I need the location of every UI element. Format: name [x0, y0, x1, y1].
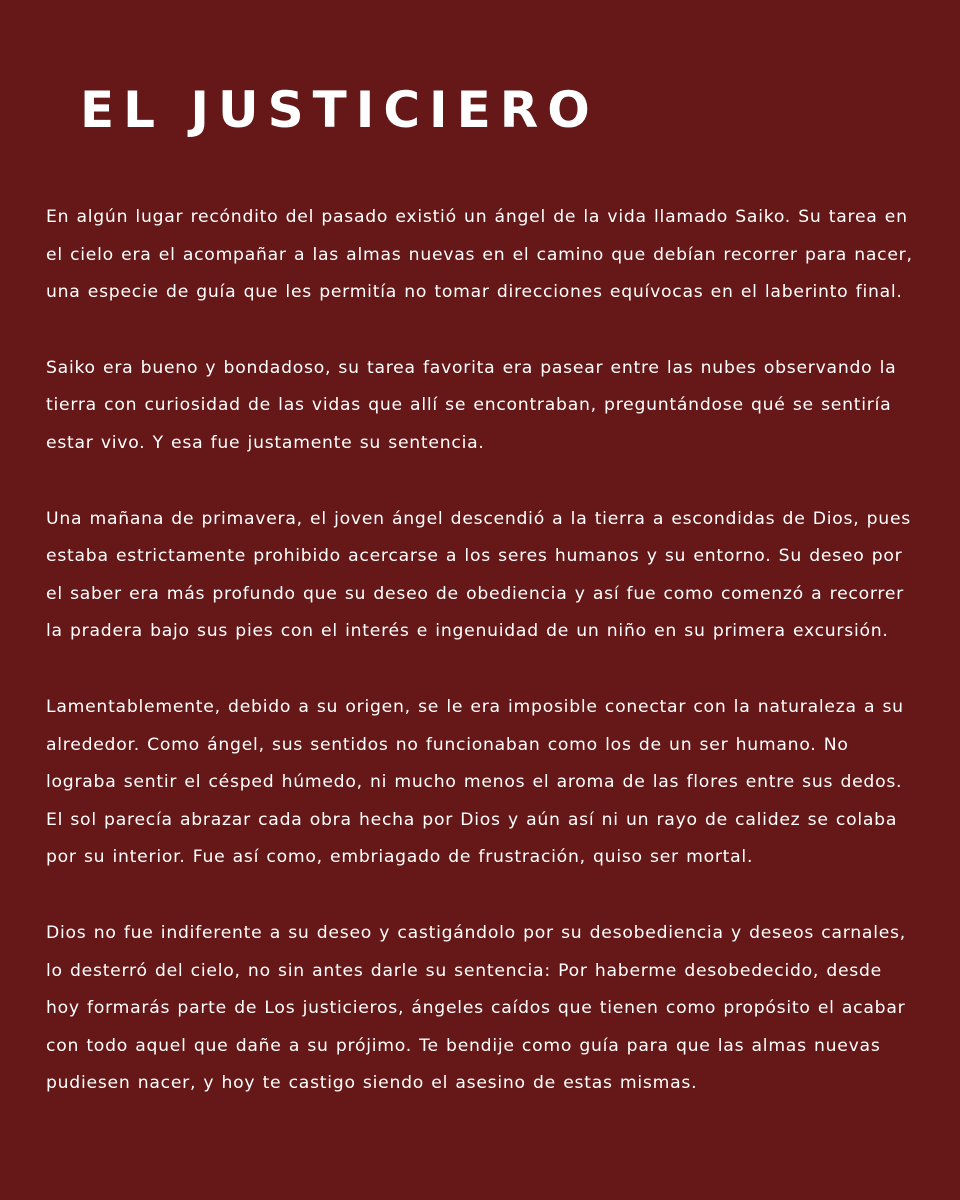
paragraph-line: lograba sentir el césped húmedo, ni mucho menos el aroma de las flores entre sus dedos. — [46, 772, 903, 793]
paragraph-line: el saber era más profundo que su deseo de obediencia y así fue como comenzó a recorrer — [46, 583, 904, 604]
story-paragraph — [46, 501, 916, 651]
story-body — [46, 199, 916, 1141]
paragraph-line: Una mañana de primavera, el joven ángel descendió a la tierra a escondidas de Dios, pues — [46, 508, 911, 529]
paragraph-line: una especie de guía que les permitía no tomar direcciones equívocas en el laberinto final. — [46, 282, 903, 303]
paragraph-line: El sol parecía abrazar cada obra hecha por Dios y aún así ni un rayo de calidez se colaba — [46, 809, 898, 830]
paragraph-line: En algún lugar recóndito del pasado existió un ángel de la vida llamado Saiko. Su tarea en — [46, 207, 908, 227]
paragraph-line: por su interior. Fue así como, embriagado de frustración, quiso ser mortal. — [46, 847, 754, 868]
paragraph-line: alrededor. Como ángel, sus sentidos no funcionaban como los de un ser humano. No — [46, 734, 849, 755]
paragraph-line: la pradera bajo sus pies con el interés e ingenuidad de un niño en su primera excursión. — [46, 621, 889, 642]
paragraph-line: con todo aquel que dañe a su prójimo. Te bendije como guía para que las almas nuevas — [46, 1035, 881, 1056]
paragraph-line: pudiesen nacer, y hoy te castigo siendo el asesino de estas mismas. — [46, 1073, 698, 1094]
paragraph-line: el cielo era el acompañar a las almas nuevas en el camino que debían recorrer para nacer, — [46, 244, 913, 265]
paragraph-line: estaba estrictamente prohibido acercarse a los seres humanos y su entorno. Su deseo por — [46, 546, 903, 567]
paragraph-line: Saiko era bueno y bondadoso, su tarea favorita era pasear entre las nubes observando la — [46, 357, 897, 378]
paragraph-line: Lamentablemente, debido a su origen, se le era imposible conectar con la naturaleza a su — [46, 696, 904, 717]
story-paragraph — [46, 689, 916, 877]
paragraph-line: estar vivo. Y esa fue justamente su sentencia. — [46, 432, 485, 453]
story-paragraph — [46, 199, 916, 312]
paragraph-line: lo desterró del cielo, no sin antes darle su sentencia: Por haberme desobedecido, desde — [46, 960, 882, 981]
paragraph-line: Dios no fue indiferente a su deseo y castigándolo por su desobediencia y deseos carnales, — [46, 922, 906, 943]
story-paragraph — [46, 350, 916, 463]
paragraph-line: hoy formarás parte de Los justicieros, ángeles caídos que tienen como propósito el acabar — [46, 998, 906, 1019]
page-title: EL JUSTICIERO — [80, 81, 599, 139]
story-paragraph — [46, 915, 916, 1103]
paragraph-line: tierra con curiosidad de las vidas que allí se encontraban, preguntándose qué se sentiría — [46, 395, 892, 416]
